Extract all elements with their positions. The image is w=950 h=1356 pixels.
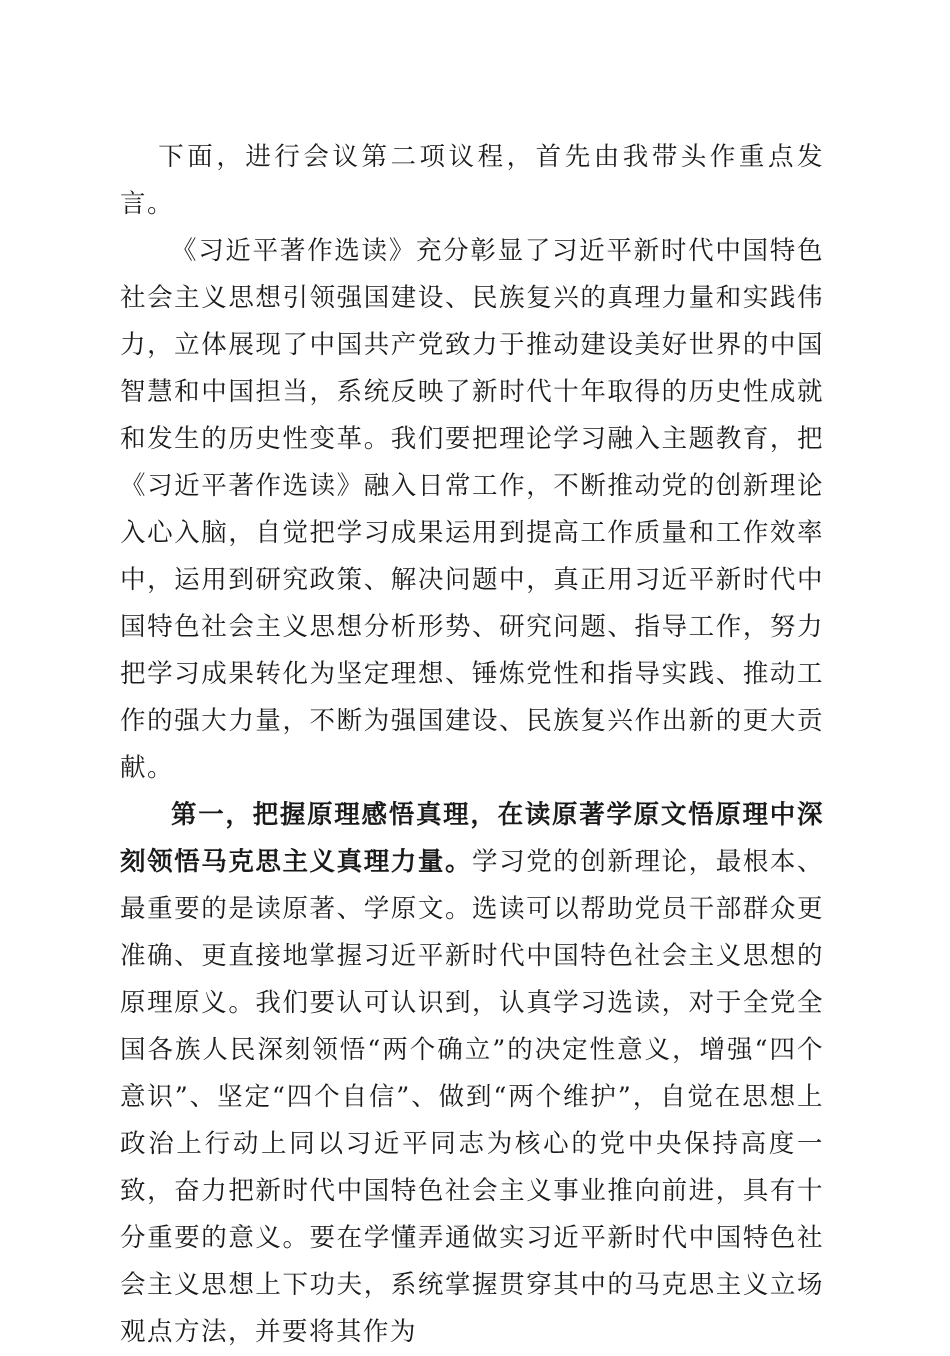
paragraph-text: 下面，进行会议第二项议程，首先由我带头作重点发言。 (120, 142, 824, 219)
paragraph-heading: 第一，把握原理感悟真理，在读原著学原文悟原理中深刻领悟马克思主义真理力量。 (120, 800, 824, 877)
document-page (120, 134, 824, 1356)
paragraph-agenda (120, 134, 824, 228)
paragraph-intro (120, 228, 824, 792)
paragraph-first-point (120, 792, 824, 1356)
paragraph-text: 学习党的创新理论，最根本、最重要的是读原著、学原文。选读可以帮助党员干部群众更准确、更直接地掌握习近平新时代中国特色社会主义思想的原理原义。我们要认可认识到，认真学习选读，对于全党全国各族人民深刻领悟“两个确立”的决定性意义，增强“四个意识”、坚定“四个自信”、做到“两个维护”，自觉在思想上政治上行动上同以习近平同志为核心的党中央保持高度一致，奋力把新时代中国特色社会主义事业推向前进，具有十分重要的意义。要在学懂弄通做实习近平新时代中国特色社会主义思想上下功夫，系统掌握贯穿其中的马克思主义立场观点方法，并要将其作为 (120, 847, 824, 1347)
paragraph-text: 《习近平著作选读》充分彰显了习近平新时代中国特色社会主义思想引领强国建设、民族复兴的真理力量和实践伟力，立体展现了中国共产党致力于推动建设美好世界的中国智慧和中国担当，系统反映了新时代十年取得的历史性成就和发生的历史性变革。我们要把理论学习融入主题教育，把《习近平著作选读》融入日常工作，不断推动党的创新理论入心入脑，自觉把学习成果运用到提高工作质量和工作效率中，运用到研究政策、解决问题中，真正用习近平新时代中国特色社会主义思想分析形势、研究问题、指导工作，努力把学习成果转化为坚定理想、锤炼党性和指导实践、推动工作的强大力量，不断为强国建设、民族复兴作出新的更大贡献。 (120, 236, 824, 783)
